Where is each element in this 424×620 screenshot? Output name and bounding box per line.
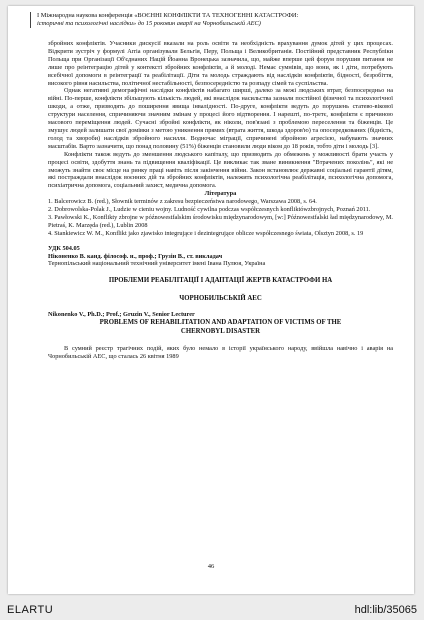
references-heading: Література [204, 190, 237, 198]
page-body [48, 40, 393, 361]
article-title-ua-line-1: ПРОБЛЕМИ РЕАБІЛІТАЦІЇ І АДАПТАЦІЇ ЖЕРТВ КАТАСТРОФИ НА [108, 277, 333, 285]
article-title-ua-line-2: ЧОРНОБИЛЬСЬКІЙ АЕС [179, 294, 262, 302]
reference-item-1: 1. Balcerowicz B. (red.), Słownik terminów z zakresu bezpieczeństwa narodowego, Warszawa 2008, s. 64. [48, 198, 317, 206]
article-authors-en: Nikonenko V., Ph.D.; Prof.; Gruzin V., Senior Lecturer [48, 311, 195, 319]
reference-item-2: 2. Dobrowolska-Polak J., Ludzie w cieniu wojny. Ludność cywilna podczas współczesnych konfliktówzbrojnych, Poznań 2011. [48, 206, 371, 214]
paragraph-1: збройних конфліктів. Учасники дискусії вказали на роль освіти та необхідність врахування думок дітей у цих процесах. Відкрити зустріч у формулі Arria організували Бельгія, Перу, Польща і Великобританія. Постійний представник Республіки Польща при Організації Об'єднаних Націй Йоанна Вронецька зазначила, що, майже вперше цей форум порушив питання не лише про реінтеграцію дітей у контексті збройних конфліктів, а й молоді. Немає сумнівів, що вони, як і діти, потребують всебічної допомоги в реінтеграції та реабілітації. Діти та молодь страждають від наслідків конфліктів, бідності, безробіття, високого рівня насильства, політичної нестабільності, безпосередністю та розпаду сімей та суспільства. [48, 40, 393, 87]
repository-name: ELARTU [7, 604, 54, 616]
reference-item-3: 3. Pawłowski K., Konflikty zbrojne w późnowestfalskim środowisku międzynarodowym, [w:] Późnowestfalski ład międzynarodowy, M. Pietraś, K. Marzęda (red.), Lublin 2008 [48, 213, 393, 229]
document-page [8, 6, 414, 594]
conference-header [30, 12, 403, 28]
udk-code: УДК 504.05 [48, 244, 80, 252]
paragraph-3: Конфлікти також ведуть до зменшення людського капіталу, що призводить до обмежень у можливості брати участь у процесі освіти, здобуття знань та підвищення кваліфікації. Це викликає так зване виникнення "Втрачених поколінь", які не зможуть знайти своє місце на ринку праці навіть після закінчення війни. Закон встановлює державні соціальні гарантії дітям, які постраждали внаслідок воєнних дій та збройних конфліктів, належить психологічна реабілітація, психологічна допомога, психіатрична допомога, соціальний захист, медична допомога. [48, 150, 393, 190]
reference-item-4: 4. Stankiewicz W. M., Konflikt jako zjawisko integrujące i dezintegrujące oblicze współczesnego świata, Olsztyn 2008, s. 19 [48, 229, 364, 237]
repository-footer [0, 600, 424, 620]
page-number: 46 [207, 563, 215, 570]
header-line-1: І Міжнародна наукова конференція «ВОЄННІ КОНФЛІКТИ ТА ТЕХНОГЕННІ КАТАСТРОФИ: [37, 12, 299, 19]
article-title-en-line-2: CHERNOBYL DISASTER [180, 327, 261, 335]
paragraph-2: Однак негативні демографічні наслідки конфліктів набагато ширші, далеко за межі людських втрат, безпосередньо на війні. По-перше, конфлікти збільшують кількість людей, які внаслідок насильства зазнали постійної фізичної та психологічної шкоди, а отже, призводять до поширення явища інвалідності. По-друге, конфлікти ведуть до порушень статево-вікової структури населення, спричиняючи значним змінам у процесі його відтворення. І нарешті, по-третє, конфлікти є причиною масового переміщення людей. Сучасні збройні конфлікти, як ніколи, пов'язані з проблемою переселення та біженців. Це змушує людей залишати свої домівки з метою уникнення прямих (втрата життя, шкода здоров'ю) та опосередкованих (бідність, голод та хвороби) наслідків збройного насилля. Водночас міграції, спричинені збройною агресією, набувають значних масштабів. Варто зазначити, що понад половину (51%) біженців становили люди віком до 18 років, тобто діти і молодь [3]. [48, 87, 393, 150]
article-title-en-line-1: PROBLEMS OF REHABILITATION AND ADAPTATION OF VICTIMS OF THE [99, 319, 342, 327]
header-line-2: історичні та психологічні наслідки» до 15 роковин аварії на Чорнобильській АЕС) [37, 20, 261, 27]
article-affiliation: Тернопільський національний технічний університет імені Івана Пулюя, Україна [48, 260, 266, 268]
handle-link[interactable]: hdl:lib/35065 [354, 604, 417, 616]
article-authors: Ніконенко В. канд. філософ. н., проф.; Грузін В., ст. викладач [48, 252, 223, 260]
article-opening-paragraph: В сумний реєстр трагічних подій, яких було немало в історії українського народу, ввійшла навічно і аварія на Чорнобильській АЕС, що сталась 26 квітня 1989 [48, 344, 393, 360]
